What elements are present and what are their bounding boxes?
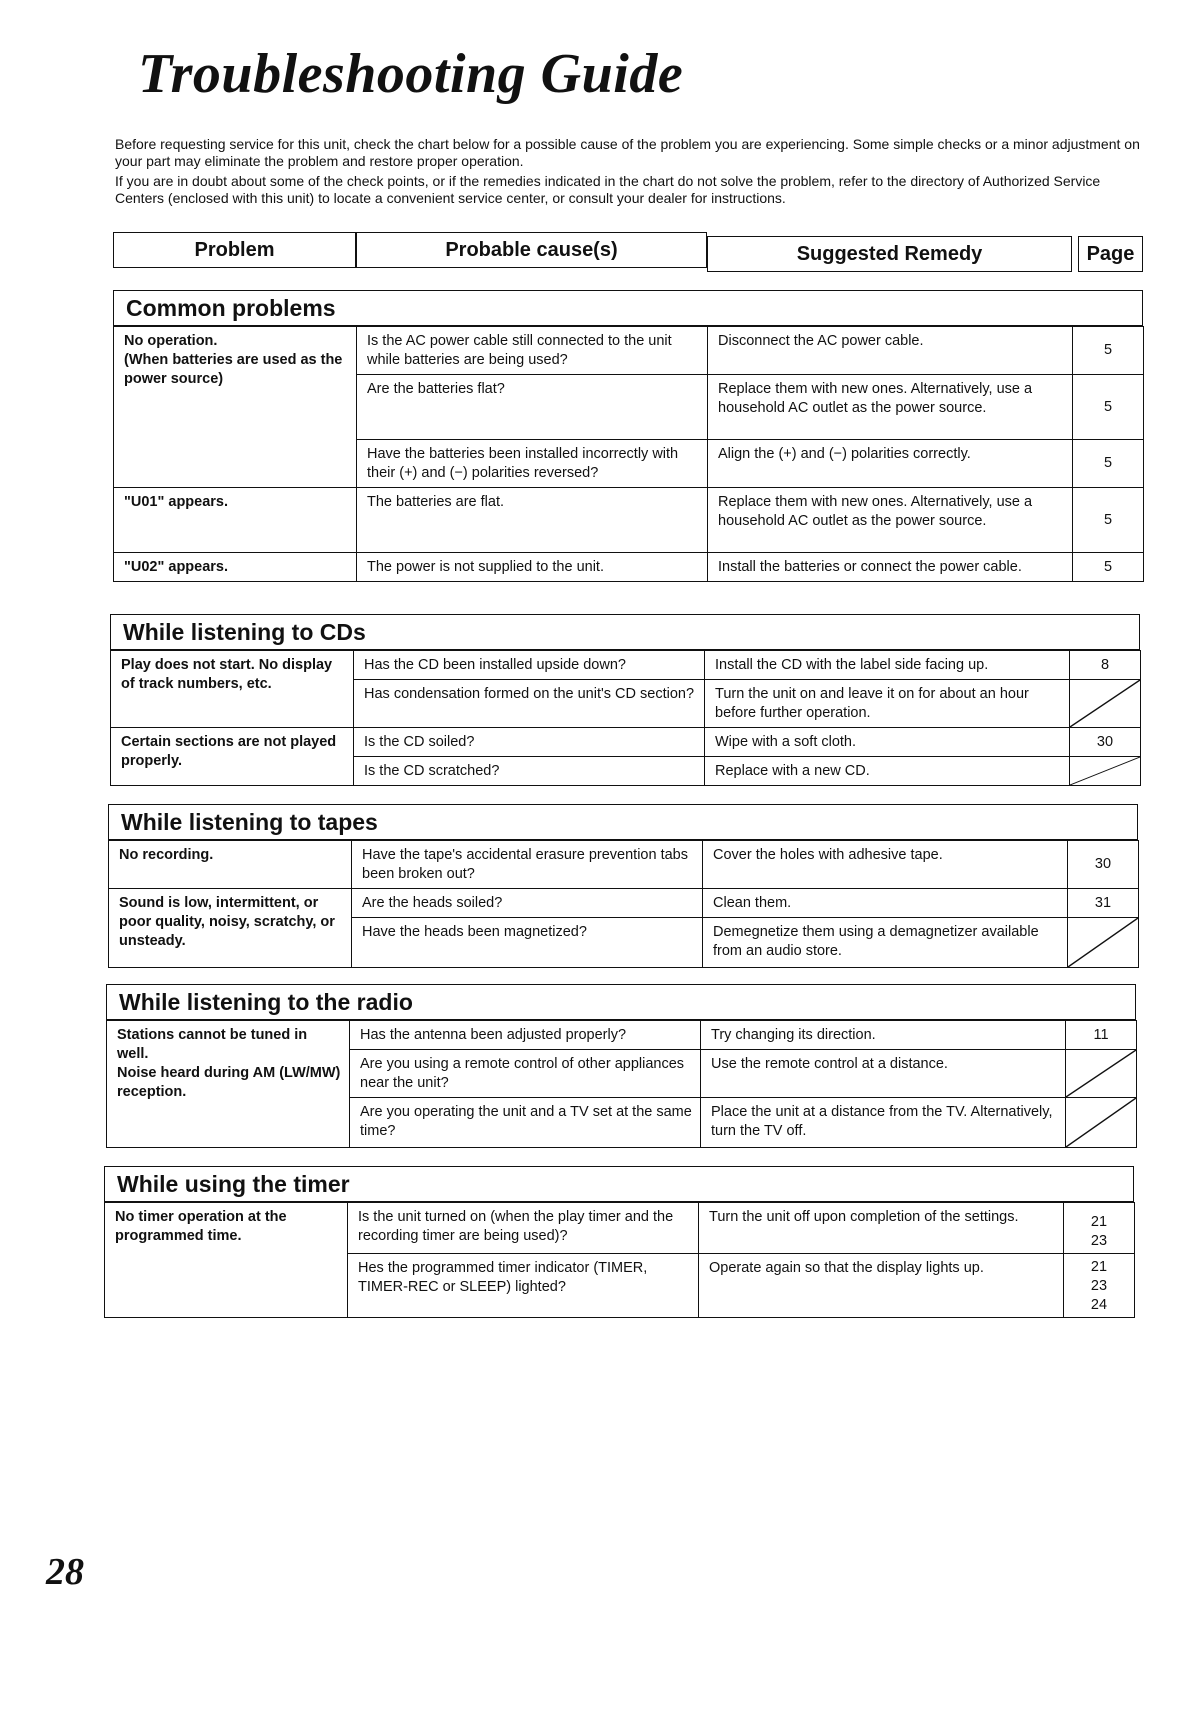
problem-table [104,1202,1135,1318]
section-tapes [108,804,1138,968]
table-row [114,327,1144,375]
table-row [109,841,1139,889]
page-cell: 11 [1066,1021,1137,1050]
problem-cell: No recording. [109,841,352,889]
cause-cell: The power is not supplied to the unit. [357,553,708,582]
remedy-cell: Install the CD with the label side facing up. [705,651,1070,680]
remedy-cell: Replace them with new ones. Alternatively, use a household AC outlet as the power source. [708,488,1073,553]
no-page-cell [1068,918,1139,968]
page-cell: 21 23 24 [1064,1254,1135,1318]
cause-cell: Has condensation formed on the unit's CD section? [354,680,705,728]
no-page-cell [1070,757,1141,786]
section-title: Common problems [113,290,1143,326]
cause-cell: Are the batteries flat? [357,375,708,440]
intro-text [115,136,1145,210]
remedy-cell: Operate again so that the display lights up. [699,1254,1064,1318]
remedy-cell: Align the (+) and (−) polarities correctly. [708,440,1073,488]
diagonal-slash-icon [1068,918,1138,967]
remedy-cell: Install the batteries or connect the power cable. [708,553,1073,582]
page-title: Troubleshooting Guide [138,43,684,105]
cause-cell: Is the AC power cable still connected to the unit while batteries are being used? [357,327,708,375]
problem-cell: No timer operation at the programmed time. [105,1203,348,1318]
section-title: While listening to the radio [106,984,1136,1020]
diagonal-slash-icon [1066,1050,1136,1097]
page-cell: 30 [1070,728,1141,757]
page-cell: 5 [1073,440,1144,488]
problem-cell: Sound is low, intermittent, or poor quality, noisy, scratchy, or unsteady. [109,889,352,968]
section-title: While using the timer [104,1166,1134,1202]
no-page-cell [1070,680,1141,728]
table-row [114,488,1144,553]
page-cell: 5 [1073,553,1144,582]
remedy-cell: Wipe with a soft cloth. [705,728,1070,757]
cause-cell: Are you operating the unit and a TV set at the same time? [350,1098,701,1148]
header-cause: Probable cause(s) [356,232,707,268]
no-page-cell [1066,1050,1137,1098]
cause-cell: Are you using a remote control of other appliances near the unit? [350,1050,701,1098]
diagonal-slash-icon [1066,1098,1136,1147]
column-header-row [113,232,1143,272]
problem-cell: "U02" appears. [114,553,357,582]
page-cell: 21 23 [1064,1203,1135,1254]
cause-cell: Is the unit turned on (when the play timer and the recording timer are being used)? [348,1203,699,1254]
problem-table [106,1020,1137,1148]
page-cell: 31 [1068,889,1139,918]
section-title: While listening to CDs [110,614,1140,650]
page-number: 28 [46,1551,84,1593]
problem-table [108,840,1139,968]
table-row [111,651,1141,680]
problem-table [113,326,1144,582]
cause-cell: Are the heads soiled? [352,889,703,918]
section-timer [104,1166,1134,1318]
intro-paragraph: If you are in doubt about some of the check points, or if the remedies indicated in the chart do not solve the problem, refer to the directory of Authorized Service Centers (enclosed with this unit) to locate a convenient service center, or consult your dealer for instructions. [115,173,1101,206]
cause-cell: Has the CD been installed upside down? [354,651,705,680]
page-cell: 5 [1073,488,1144,553]
cause-cell: Hes the programmed timer indicator (TIMER, TIMER-REC or SLEEP) lighted? [348,1254,699,1318]
header-problem: Problem [113,232,356,268]
remedy-cell: Try changing its direction. [701,1021,1066,1050]
remedy-cell: Turn the unit off upon completion of the settings. [699,1203,1064,1254]
remedy-cell: Replace them with new ones. Alternatively, use a household AC outlet as the power source. [708,375,1073,440]
remedy-cell: Cover the holes with adhesive tape. [703,841,1068,889]
problem-cell: No operation. (When batteries are used as the power source) [114,327,357,488]
remedy-cell: Disconnect the AC power cable. [708,327,1073,375]
header-page: Page [1078,236,1143,272]
remedy-cell: Clean them. [703,889,1068,918]
cause-cell: Is the CD soiled? [354,728,705,757]
intro-paragraph: Before requesting service for this unit, check the chart below for a possible cause of the problem you are experiencing. Some simple checks or a minor adjustment on your part may eliminate the problem and restore proper operation. [115,136,1140,169]
remedy-cell: Use the remote control at a distance. [701,1050,1066,1098]
page-cell: 30 [1068,841,1139,889]
remedy-cell: Place the unit at a distance from the TV. Alternatively, turn the TV off. [701,1098,1066,1148]
page-cell: 5 [1073,327,1144,375]
problem-cell: Play does not start. No display of track numbers, etc. [111,651,354,728]
page-cell: 5 [1073,375,1144,440]
table-row [111,728,1141,757]
table-row [109,889,1139,918]
diagonal-slash-icon [1070,680,1140,727]
section-cds [110,614,1140,786]
remedy-cell: Demegnetize them using a demagnetizer available from an audio store. [703,918,1068,968]
section-common-problems [113,290,1143,582]
cause-cell: Have the heads been magnetized? [352,918,703,968]
cause-cell: Is the CD scratched? [354,757,705,786]
problem-table [110,650,1141,786]
remedy-cell: Turn the unit on and leave it on for about an hour before further operation. [705,680,1070,728]
table-row [114,553,1144,582]
header-remedy: Suggested Remedy [707,236,1072,272]
cause-cell: The batteries are flat. [357,488,708,553]
table-row [105,1203,1135,1254]
section-radio [106,984,1136,1148]
problem-cell: Certain sections are not played properly. [111,728,354,786]
diagonal-slash-icon [1070,757,1140,785]
table-row [107,1021,1137,1050]
remedy-cell: Replace with a new CD. [705,757,1070,786]
cause-cell: Have the tape's accidental erasure prevention tabs been broken out? [352,841,703,889]
no-page-cell [1066,1098,1137,1148]
problem-cell: Stations cannot be tuned in well. Noise heard during AM (LW/MW) reception. [107,1021,350,1148]
section-title: While listening to tapes [108,804,1138,840]
cause-cell: Have the batteries been installed incorrectly with their (+) and (−) polarities reversed? [357,440,708,488]
cause-cell: Has the antenna been adjusted properly? [350,1021,701,1050]
page-cell: 8 [1070,651,1141,680]
problem-cell: "U01" appears. [114,488,357,553]
